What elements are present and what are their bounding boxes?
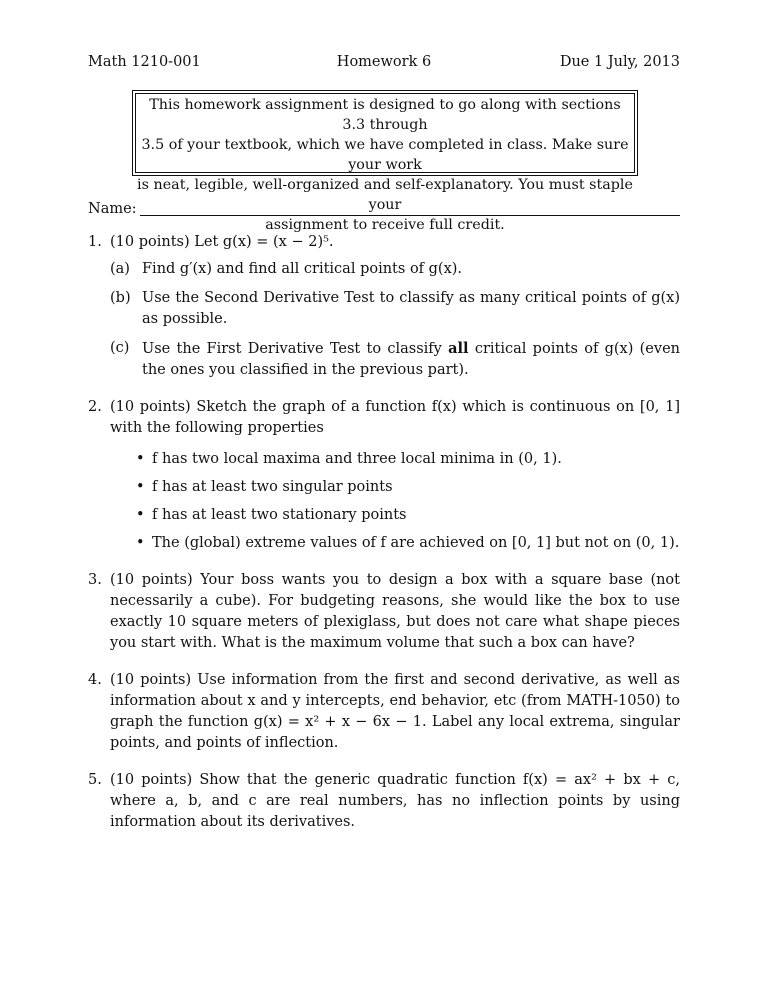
instructions-line: assignment to receive full credit. [265,217,505,233]
property-text: f has two local maxima and three local minima in (0, 1). [152,451,562,467]
property-item [136,505,680,526]
property-text: The (global) extreme values of f are achieved on [0, 1] but not on (0, 1). [152,535,680,551]
name-label: Name: [88,201,137,217]
part-text: Use the Second Derivative Test to classify as many critical points of g(x) as possible. [142,290,680,327]
bullet-icon: • [136,507,145,523]
problem-part-a [110,259,680,280]
bullet-icon: • [136,451,145,467]
instructions-line: 3.5 of your textbook, which we have completed in class. Make sure your work [141,137,629,173]
instructions-line: This homework assignment is designed to go along with sections 3.3 through [149,97,621,133]
problem-part-b [110,288,680,330]
part-label: (a) [110,261,130,277]
problem-5 [88,770,680,833]
instructions-box [132,90,638,233]
part-text-pre: Use the First Derivative Test to classify [142,341,449,357]
problem-list [88,232,680,849]
problem-number: 3. [88,572,102,588]
property-list [110,449,680,554]
property-item [136,533,680,554]
problem-number: 1. [88,234,102,250]
bullet-icon: • [136,479,145,495]
problem-number: 5. [88,772,102,788]
problem-text: (10 points) Your boss wants you to design a box with a square base (not necessarily a cube). For budgeting reasons, she would like the box to use exactly 10 square meters of plexiglass, but does not care what shape pieces you start with. What is the maximum volume that such a box can have? [110,572,680,651]
problem-intro: (10 points) Sketch the graph of a function f(x) which is continuous on [0, 1] with the following properties [110,399,680,436]
problem-4 [88,670,680,754]
problem-parts [110,259,680,381]
part-text-emphasis: all [448,340,469,357]
instructions-line: is neat, legible, well-organized and self-explanatory. You must staple your [137,177,633,213]
problem-text: (10 points) Show that the generic quadratic function f(x) = ax² + bx + c, where a, b, and c are real numbers, has no inflection points by using information about its derivatives. [110,772,680,830]
due-date: Due 1 July, 2013 [559,54,680,70]
name-field-row [88,201,680,221]
instructions-inner [135,93,635,233]
property-text: f has at least two stationary points [152,507,407,523]
problem-3 [88,570,680,654]
page-header [88,54,680,74]
bullet-icon: • [136,535,145,551]
problem-number: 2. [88,399,102,415]
course-label: Math 1210-001 [88,54,201,70]
part-label: (c) [110,340,130,356]
part-label: (b) [110,290,131,306]
problem-part-c [110,338,680,381]
problem-number: 4. [88,672,102,688]
property-item [136,477,680,498]
part-text-post: critical points of g(x) (even the ones you classified in the previous part). [142,341,680,378]
problem-intro: (10 points) Let g(x) = (x − 2)⁵. [110,234,334,250]
homework-title: Homework 6 [336,54,432,70]
name-blank-line[interactable] [140,215,680,216]
problem-2 [88,397,680,554]
property-text: f has at least two singular points [152,479,393,495]
problem-1 [88,232,680,381]
problem-text: (10 points) Use information from the first and second derivative, as well as information about x and y intercepts, end behavior, etc (from MATH-1050) to graph the function g(x) = x² + x − 6x − 1. Label any local extrema, singular points, and points of inflection. [110,672,680,751]
part-text: Find g′(x) and find all critical points of g(x). [142,261,463,277]
property-item [136,449,680,470]
